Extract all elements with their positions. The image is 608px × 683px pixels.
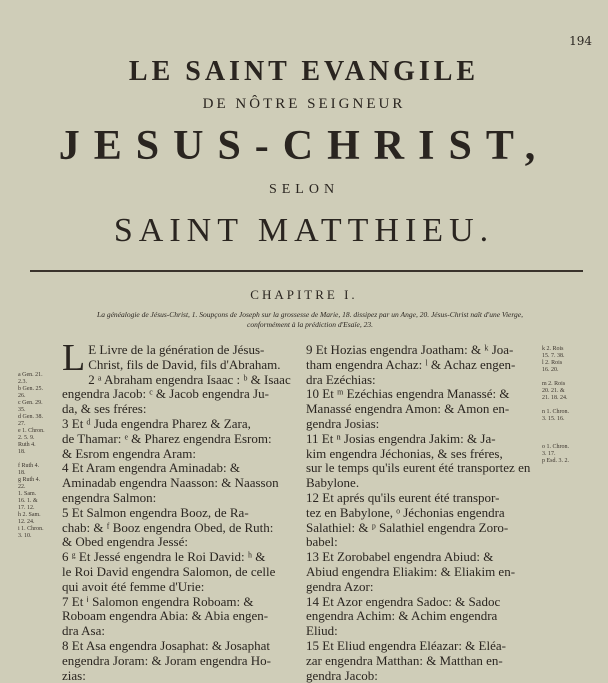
text-line: engendra Joram: & Joram engendra Ho-	[62, 653, 272, 668]
text-line: Roboam engendra Abia: & Abia engen-	[62, 609, 269, 624]
margin-note	[542, 374, 586, 381]
text-line: 2 ᵃ Abraham engendra Isaac : ᵇ & Isaac	[88, 372, 291, 387]
drop-cap: L	[62, 337, 86, 379]
left-margin-notes	[18, 372, 60, 540]
text-line: babel:	[306, 535, 338, 550]
margin-note: 15. 7. 38.	[542, 353, 565, 359]
summary-line: La généalogie de Jésus-Christ, 1. Soupçons de Joseph sur la grossesse de Marie, 18. dissipez par un Ange, 20. Jésus-Christ naît d'une Vierge,	[97, 310, 523, 319]
text-line: zar engendra Matthan: & Matthan en-	[306, 653, 503, 668]
margin-note	[542, 423, 586, 430]
margin-note: h 2. Sam.	[18, 512, 41, 518]
right-margin-notes	[542, 346, 586, 465]
text-line: dra Asa:	[62, 624, 105, 639]
text-line: engendra Salmon:	[62, 490, 157, 505]
margin-note: 18.	[18, 449, 26, 455]
text-line: sur le temps qu'ils eurent été transportez en	[306, 461, 531, 476]
margin-note: 3. 15. 16.	[542, 416, 565, 422]
text-line: engendra Achim: & Achim engendra	[306, 609, 498, 624]
text-line: chab: & ᶠ Booz engendra Obed, de Ruth:	[62, 520, 274, 535]
text-line: 6 ᵍ Et Jessé engendra le Roi David: ʰ &	[62, 550, 266, 565]
margin-note: m 2. Rois	[542, 381, 566, 387]
title-line-3: JESUS-CHRIST,	[58, 123, 550, 169]
left-column	[62, 337, 300, 683]
margin-note: f Ruth 4.	[18, 463, 40, 469]
text-line: da, & ses fréres:	[62, 402, 147, 417]
margin-note: a Gen. 21.	[18, 372, 43, 378]
text-line: & Esrom engendra Aram:	[62, 446, 196, 461]
margin-note: d Gen. 38.	[18, 414, 43, 420]
margin-note: k 2. Rois	[542, 346, 564, 352]
text-line: Christ, fils de David, fils d'Abraham.	[88, 357, 281, 372]
text-line: 8 Et Asa engendra Josaphat: & Josaphat	[62, 638, 270, 653]
title-line-1: LE SAINT EVANGILE	[128, 56, 480, 87]
text-line: Manassé engendra Amon: & Amon en-	[306, 402, 510, 417]
right-column	[306, 343, 542, 683]
page-number: 194	[569, 34, 592, 48]
text-line: 9 Et Hozias engendra Joatham: & ᵏ Joa-	[306, 343, 514, 357]
text-line: Salathiel: & ᵖ Salathiel engendra Zoro-	[306, 520, 509, 535]
text-line: Aminadab engendra Naasson: & Naasson	[62, 476, 279, 491]
margin-note: 16. 1. &	[18, 498, 38, 504]
margin-note	[542, 430, 586, 437]
text-line: 14 Et Azor engendra Sadoc: & Sadoc	[306, 594, 501, 609]
margin-note: 3. 17.	[542, 451, 556, 457]
margin-note	[18, 456, 60, 463]
margin-note: b Gen. 25.	[18, 386, 43, 392]
margin-note: 12. 24.	[18, 519, 35, 525]
text-line: Babylone.	[306, 476, 360, 491]
margin-note: 16. 20.	[542, 367, 559, 373]
title-line-2: DE NÔTRE SEIGNEUR	[202, 96, 406, 112]
text-line: 13 Et Zorobabel engendra Abiud: &	[306, 550, 494, 565]
text-line: 15 Et Eliud engendra Eléazar: & Eléa-	[306, 638, 506, 653]
margin-note: l 2. Rois	[542, 360, 563, 366]
margin-note: 2.3.	[18, 379, 27, 385]
margin-note: n 1. Chron.	[542, 409, 569, 415]
margin-note: 1. Sam.	[18, 491, 37, 497]
margin-note	[542, 402, 586, 409]
chapter-heading: CHAPITRE I.	[250, 287, 358, 302]
margin-note: o 1. Chron.	[542, 444, 569, 450]
text-line: Eliud:	[306, 624, 338, 639]
margin-note: g Ruth 4.	[18, 477, 41, 483]
margin-note: e 1. Chron.	[18, 428, 45, 434]
text-line: engendra Jacob: ᶜ & Jacob engendra Ju-	[62, 387, 269, 402]
text-line: & Obed engendra Jessé:	[62, 535, 188, 550]
margin-note: p Esd. 3. 2.	[542, 458, 569, 464]
text-line: dra Ezéchias:	[306, 372, 376, 387]
text-line: qui avoit été femme d'Urie:	[62, 579, 205, 594]
margin-note: 17. 12.	[18, 505, 35, 511]
margin-note: 20. 21. &	[542, 388, 565, 394]
margin-note: 2. 5. 9.	[18, 435, 35, 441]
text-line: 10 Et ᵐ Ezéchias engendra Manassé: &	[306, 387, 510, 402]
margin-note: 26.	[18, 393, 26, 399]
text-line: zias:	[62, 668, 86, 683]
text-line: 4 Et Aram engendra Aminadab: &	[62, 461, 240, 476]
text-line: 3 Et ᵈ Juda engendra Pharez & Zara,	[62, 416, 251, 431]
summary-line: conformément à la prédiction d'Esaïe, 23.	[247, 320, 373, 329]
text-line: 12 Et aprés qu'ils eurent été transpor-	[306, 490, 500, 505]
text-line: tham engendra Achaz: ˡ & Achaz engen-	[306, 357, 516, 372]
margin-note	[542, 437, 586, 444]
text-line: tez en Babylone, ᵒ Jéchonias engendra	[306, 505, 505, 520]
margin-note: 27.	[18, 421, 26, 427]
margin-note: 18.	[18, 470, 26, 476]
text-line: kim engendra Jéchonias, & ses fréres,	[306, 446, 503, 461]
text-line: le Roi David engendra Salomon, de celle	[62, 564, 276, 579]
text-line: 5 Et Salmon engendra Booz, de Ra-	[62, 505, 249, 520]
margin-note: i 1. Chron.	[18, 526, 44, 532]
text-line: gendra Azor:	[306, 579, 374, 594]
text-line: gendra Josias:	[306, 416, 380, 431]
title-line-5: SAINT MATTHIEU.	[113, 212, 495, 249]
title-line-4: SELON	[268, 182, 340, 197]
margin-note: c Gen. 29.	[18, 400, 43, 406]
divider	[30, 270, 583, 272]
margin-note: Ruth 4.	[18, 442, 36, 448]
margin-note: 35.	[18, 407, 26, 413]
chapter-summary	[40, 310, 580, 330]
text-line: de Thamar: ᵉ & Pharez engendra Esrom:	[62, 431, 272, 446]
text-line: gendra Jacob:	[306, 668, 378, 683]
text-line: Abiud engendra Eliakim: & Eliakim en-	[306, 564, 516, 579]
margin-note: 3. 10.	[18, 533, 32, 539]
text-line: E Livre de la génération de Jésus-	[88, 343, 265, 357]
text-line: 7 Et ⁱ Salomon engendra Roboam: &	[62, 594, 254, 609]
margin-note: 22.	[18, 484, 26, 490]
text-line: 11 Et ⁿ Josias engendra Jakim: & Ja-	[306, 431, 496, 446]
margin-note: 21. 18. 24.	[542, 395, 568, 401]
